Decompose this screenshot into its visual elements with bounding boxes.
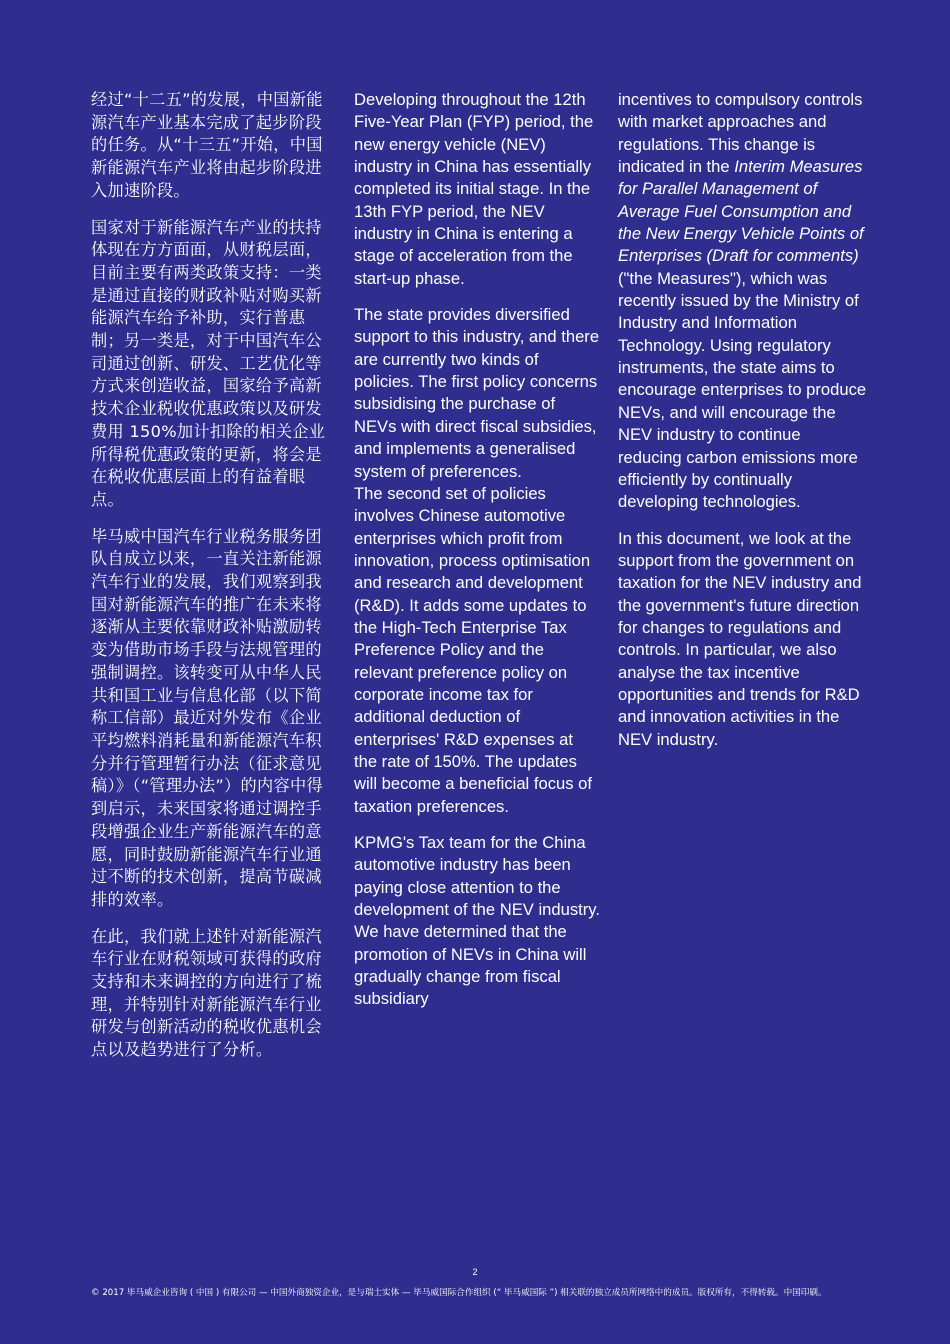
zh-paragraph-1: 经过“十二五”的发展，中国新能源汽车产业基本完成了起步阶段的任务。从“十三五”开始，中国新能源汽车产业将由起步阶段进入加速阶段。 [91, 90, 323, 200]
en-paragraph-5-end: ("the Measures"), which was recently issued by the Ministry of Industry and Information Technology. Using regulatory instruments, the state aims to encourage enterprises to produce NEVs, and will encourage the NEV industry to continue reducing carbon emissions more efficiently by continually developing technologies. [618, 268, 867, 512]
en-paragraph-2: The state provides diversified support to this industry, and there are currently two kinds of policies. The first policy concerns subsidising the purchase of NEVs with direct fiscal subsidies, and implements a generalised system of preferences. [354, 305, 600, 481]
zh-paragraph-3: 毕马威中国汽车行业税务服务团队自成立以来，一直关注新能源汽车行业的发展，我们观察到我国对新能源汽车的推广在未来将逐渐从主要依靠财政补贴激励转变为借助市场手段与法规管理的强制调控。该转变可从中华人民共和国工业与信息化部（以下简称工信部）最近对外发布《企业平均燃料消耗量和新能源汽车积分并行管理暂行办法（征求意见稿）》（“管理办法”）的内容中得到启示，未来国家将通过调控手段增强企业生产新能源汽车的意愿，同时鼓励新能源汽车行业通过不断的技术创新，提高节碳减排的效率。 [91, 526, 323, 909]
en-paragraph-1: Developing throughout the 12th Five-Year Plan (FYP) period, the new energy vehicle (NEV) industry in China has essentially completed its initial stage. In the 13th FYP period, the NEV industry in China is entering a stage of acceleration from the start-up phase. [354, 90, 594, 288]
measures-title: Interim Measures for Parallel Management of Average Fuel Consumption and the New Energy Vehicle Points of Enterprises (Draft for comments) [618, 157, 864, 266]
en-paragraph-5 [618, 89, 868, 514]
zh-paragraph-4: 在此，我们就上述针对新能源汽车行业在财税领域可获得的政府支持和未来调控的方向进行了梳理，并特别针对新能源汽车行业研发与创新活动的税收优惠机会点以及趋势进行了分析。 [91, 926, 322, 1060]
page-number: 2 [472, 1267, 478, 1277]
en-paragraph-5-start: incentives to compulsory controls with market approaches and regulations. This change is indicated in the [618, 90, 863, 177]
en-paragraph-3: The second set of policies involves Chinese automotive enterprises which profit from innovation, process optimisation and research and development (R&D). It adds some updates to the High-Tech Enterprise Tax Preference Policy and the relevant preference policy on corporate income tax for additional deduction of enterprises' R&D expenses at the rate of 150%. The updates will become a beneficial focus of taxation preferences. [354, 483, 592, 816]
english-column-1 [354, 89, 600, 1025]
chinese-column [91, 89, 334, 1076]
copyright-footer: © 2017 毕马威企业咨询 ( 中国 ) 有限公司 — 中国外商独资企业，是与瑞士实体 — 毕马威国际合作组织 (“ 毕马威国际 ”) 相关联的独立成员所网络中的成员。版权所有，不得转载。中国印刷。 [91, 1288, 827, 1298]
english-column-2 [618, 89, 868, 765]
en-paragraph-6: In this document, we look at the support from the government on taxation for the NEV industry and the government's future direction for changes to regulations and controls. In particular, we also analyse the tax incentive opportunities and trends for R&D and innovation activities in the NEV industry. [618, 528, 862, 749]
zh-paragraph-2: 国家对于新能源汽车产业的扶持体现在方方面面，从财税层面，目前主要有两类政策支持：一类是通过直接的财政补贴对购买新能源汽车给予补助，实行普惠制；另一类是，对于中国汽车公司通过创新、研发、工艺优化等方式来创造收益，国家给予高新技术企业税收优惠政策以及研发费用 150%加计扣除的相关企业所得税优惠政策的更新，将会是在税收优惠层面上的有益着眼点。 [91, 217, 326, 509]
en-paragraph-4: KPMG's Tax team for the China automotive industry has been paying close attention to the development of the NEV industry. We have determined that the promotion of NEVs in China will gradually change from fiscal subsidiary [354, 833, 600, 1009]
